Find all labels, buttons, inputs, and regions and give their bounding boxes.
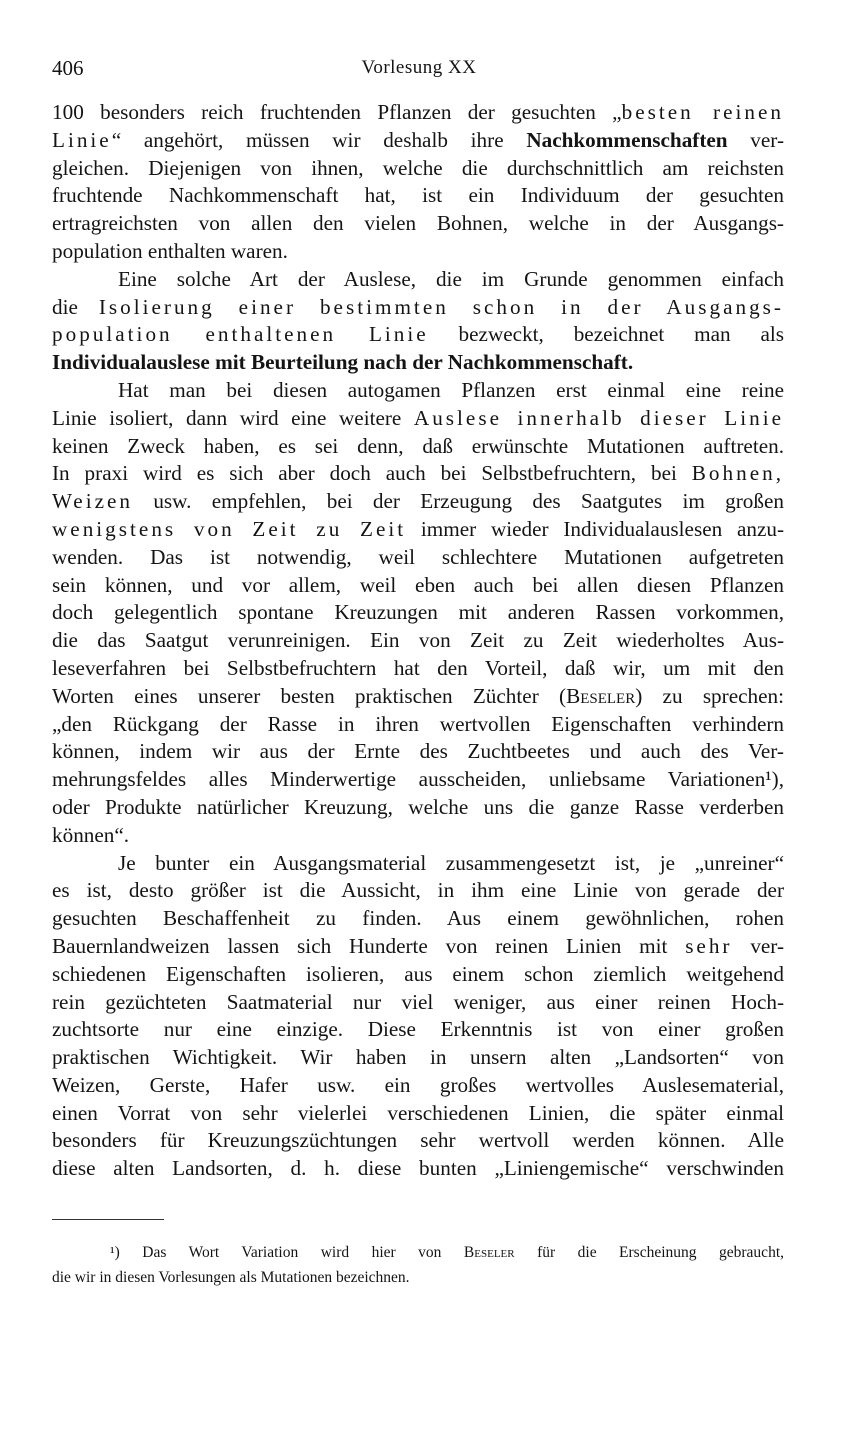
text-line: sein können, und vor allem, weil eben auch bei allen diesen Pflanzen xyxy=(52,572,784,597)
text-line: praktischen Wichtigkeit. Wir haben in unsern alten „Landsorten“ von xyxy=(52,1045,784,1070)
footnote-line: ¹) Das Wort Variation wird hier von Beseler für die Erscheinung gebraucht, xyxy=(110,1244,784,1261)
emphasis-bold-line: Individualauslese mit Beurteilung nach der Nachkommenschaft. xyxy=(52,350,634,375)
footnote-divider xyxy=(52,1219,164,1220)
text-line: können, indem wir aus der Ernte des Zuchtbeetes und auch des Ver- xyxy=(52,739,784,764)
text-line: 100 besonders reich fruchtenden Pflanzen der gesuchten „besten reinen xyxy=(52,100,784,124)
text-line: gesuchten Beschaffenheit zu finden. Aus einem gewöhnlichen, rohen xyxy=(52,906,784,931)
text-line: doch gelegentlich spontane Kreuzungen mit anderen Rassen vorkommen, xyxy=(52,600,784,625)
author-name: Beseler xyxy=(463,1244,515,1261)
text-line: diese alten Landsorten, d. h. diese bunten „Liniengemische“ verschwinden xyxy=(52,1156,784,1181)
text-line: Linie“ angehört, müssen wir deshalb ihre Nachkommenschaften ver- xyxy=(52,127,784,152)
text-line: In praxi wird es sich aber doch auch bei Selbstbefruchtern, bei Bohnen, xyxy=(52,461,784,486)
text-line: ertragreichsten von allen den vielen Bohnen, welche in der Ausgangs- xyxy=(52,211,784,236)
emphasis-bold: Nachkommenschaften xyxy=(526,127,728,152)
text-line: Worten eines unserer besten praktischen Züchter (Beseler) zu sprechen: xyxy=(52,683,784,708)
running-head: Vorlesung XX xyxy=(361,57,477,78)
text-line: Weizen usw. empfehlen, bei der Erzeugung des Saatgutes im großen xyxy=(52,489,784,514)
text-line: Linie isoliert, dann wird eine weitere Auslese innerhalb dieser Linie xyxy=(52,405,784,430)
text-line: gleichen. Diejenigen von ihnen, welche die durchschnittlich am reichsten xyxy=(52,155,784,180)
paragraph-start: Je bunter ein Ausgangsmaterial zusammengesetzt ist, je „unreiner“ xyxy=(118,850,784,875)
text-line: wenden. Das ist notwendig, weil schlechtere Mutationen aufgetreten xyxy=(52,544,784,569)
text-line: einen Vorrat von sehr vielerlei verschiedenen Linien, die später einmal xyxy=(52,1100,784,1125)
text-line: oder Produkte natürlicher Kreuzung, welche uns die ganze Rasse verderben xyxy=(52,794,784,819)
text-line: wenigstens von Zeit zu Zeit immer wieder Individualauslesen anzu- xyxy=(52,516,785,541)
text-line: population enthalten waren. xyxy=(52,238,288,263)
text-line: keinen Zweck haben, es sei denn, daß erwünschte Mutationen auftreten. xyxy=(52,433,784,458)
text-line: es ist, desto größer ist die Aussicht, in ihm eine Linie von gerade der xyxy=(52,878,784,903)
footnote xyxy=(52,1240,784,1290)
paragraph-start: Hat man bei diesen autogamen Pflanzen erst einmal eine reine xyxy=(118,377,784,402)
text-line: mehrungsfeldes alles Minderwertige ausscheiden, unliebsame Variationen¹), xyxy=(52,767,784,792)
text-line: leseverfahren bei Selbstbefruchtern hat den Vorteil, daß wir, um mit den xyxy=(52,655,784,680)
author-name: Beseler xyxy=(566,683,636,708)
paragraph-start: Eine solche Art der Auslese, die im Grunde genommen einfach xyxy=(118,266,784,291)
text-line: rein gezüchteten Saatmaterial nur viel weniger, aus einer reinen Hoch- xyxy=(52,989,784,1014)
footnote-line: die wir in diesen Vorlesungen als Mutationen bezeichnen. xyxy=(52,1269,410,1286)
text-line: zuchtsorte nur eine einzige. Diese Erkenntnis ist von einer großen xyxy=(52,1017,784,1042)
text-line: Weizen, Gerste, Hafer usw. ein großes wertvolles Auslesematerial, xyxy=(52,1072,784,1097)
page-header xyxy=(52,56,786,86)
text-line: „den Rückgang der Rasse in ihren wertvollen Eigenschaften verhindern xyxy=(52,711,784,736)
text-line: die das Saatgut verunreinigen. Ein von Zeit zu Zeit wiederholtes Aus- xyxy=(52,628,784,653)
text-line: besonders für Kreuzungszüchtungen sehr wertvoll werden können. Alle xyxy=(52,1128,784,1153)
body-text xyxy=(52,99,784,1183)
text-line: fruchtende Nachkommenschaft hat, ist ein Individuum der gesuchten xyxy=(52,183,784,208)
text-line: Bauernlandweizen lassen sich Hunderte von reinen Linien mit sehr ver- xyxy=(52,933,784,958)
page-number: 406 xyxy=(52,56,84,80)
text-line: die Isolierung einer bestimmten schon in der Ausgangs- xyxy=(52,294,784,319)
text-line: population enthaltenen Linie bezweckt, bezeichnet man als xyxy=(52,322,784,347)
text-line: schiedenen Eigenschaften isolieren, aus einem schon ziemlich weitgehend xyxy=(52,961,784,986)
text-line: können“. xyxy=(52,822,130,847)
